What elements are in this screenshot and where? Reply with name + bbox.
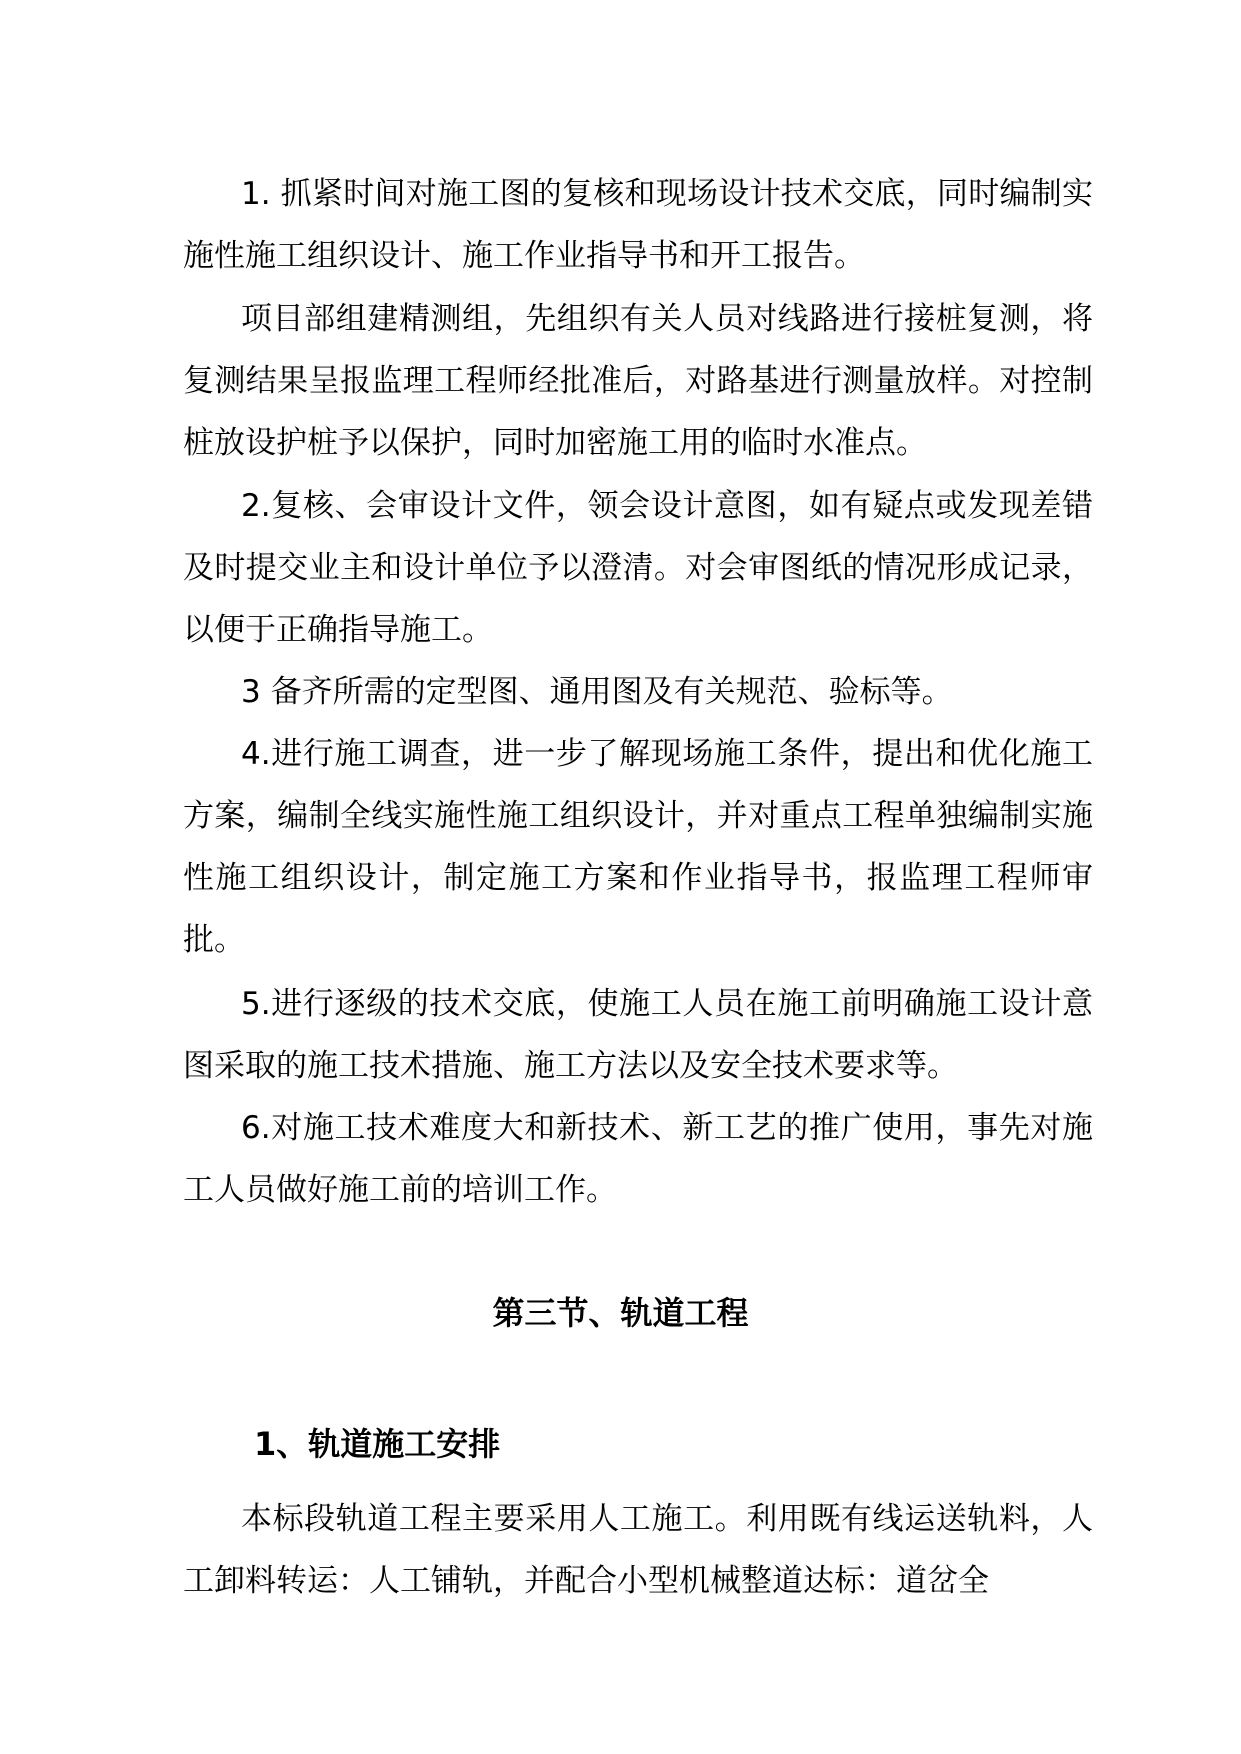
paragraph-5: 4.进行施工调查，进一步了解现场施工条件，提出和优化施工方案，编制全线实施性施工组织设计，并对重点工程单独编制实施性施工组织设计，制定施工方案和作业指导书，报监理工程师审批。 [183,736,1093,958]
paragraph-7: 6.对施工技术难度大和新技术、新工艺的推广使用，事先对施工人员做好施工前的培训工作。 [183,1110,1093,1208]
paragraph-1: 1. 抓紧时间对施工图的复核和现场设计技术交底，同时编制实施性施工组织设计、施工作业指导书和开工报告。 [183,176,1093,274]
paragraph-4: 3 备齐所需的定型图、通用图及有关规范、验标等。 [241,674,953,710]
paragraph-3: 2.复核、会审设计文件，领会设计意图，如有疑点或发现差错及时提交业主和设计单位予以澄清。对会审图纸的情况形成记录，以便于正确指导施工。 [183,488,1093,648]
subsection-heading: 1、轨道施工安排 [254,1425,501,1463]
paragraph-2: 项目部组建精测组，先组织有关人员对线路进行接桩复测，将复测结果呈报监理工程师经批准后，对路基进行测量放样。对控制桩放设护桩予以保护，同时加密施工用的临时水准点。 [183,301,1093,461]
paragraph-6: 5.进行逐级的技术交底，使施工人员在施工前明确施工设计意图采取的施工技术措施、施工方法以及安全技术要求等。 [183,986,1093,1084]
section-heading: 第三节、轨道工程 [492,1294,749,1332]
subsection-paragraph: 本标段轨道工程主要采用人工施工。利用既有线运送轨料，人工卸料转运：人工铺轨，并配合小型机械整道达标：道岔全 [183,1501,1093,1599]
